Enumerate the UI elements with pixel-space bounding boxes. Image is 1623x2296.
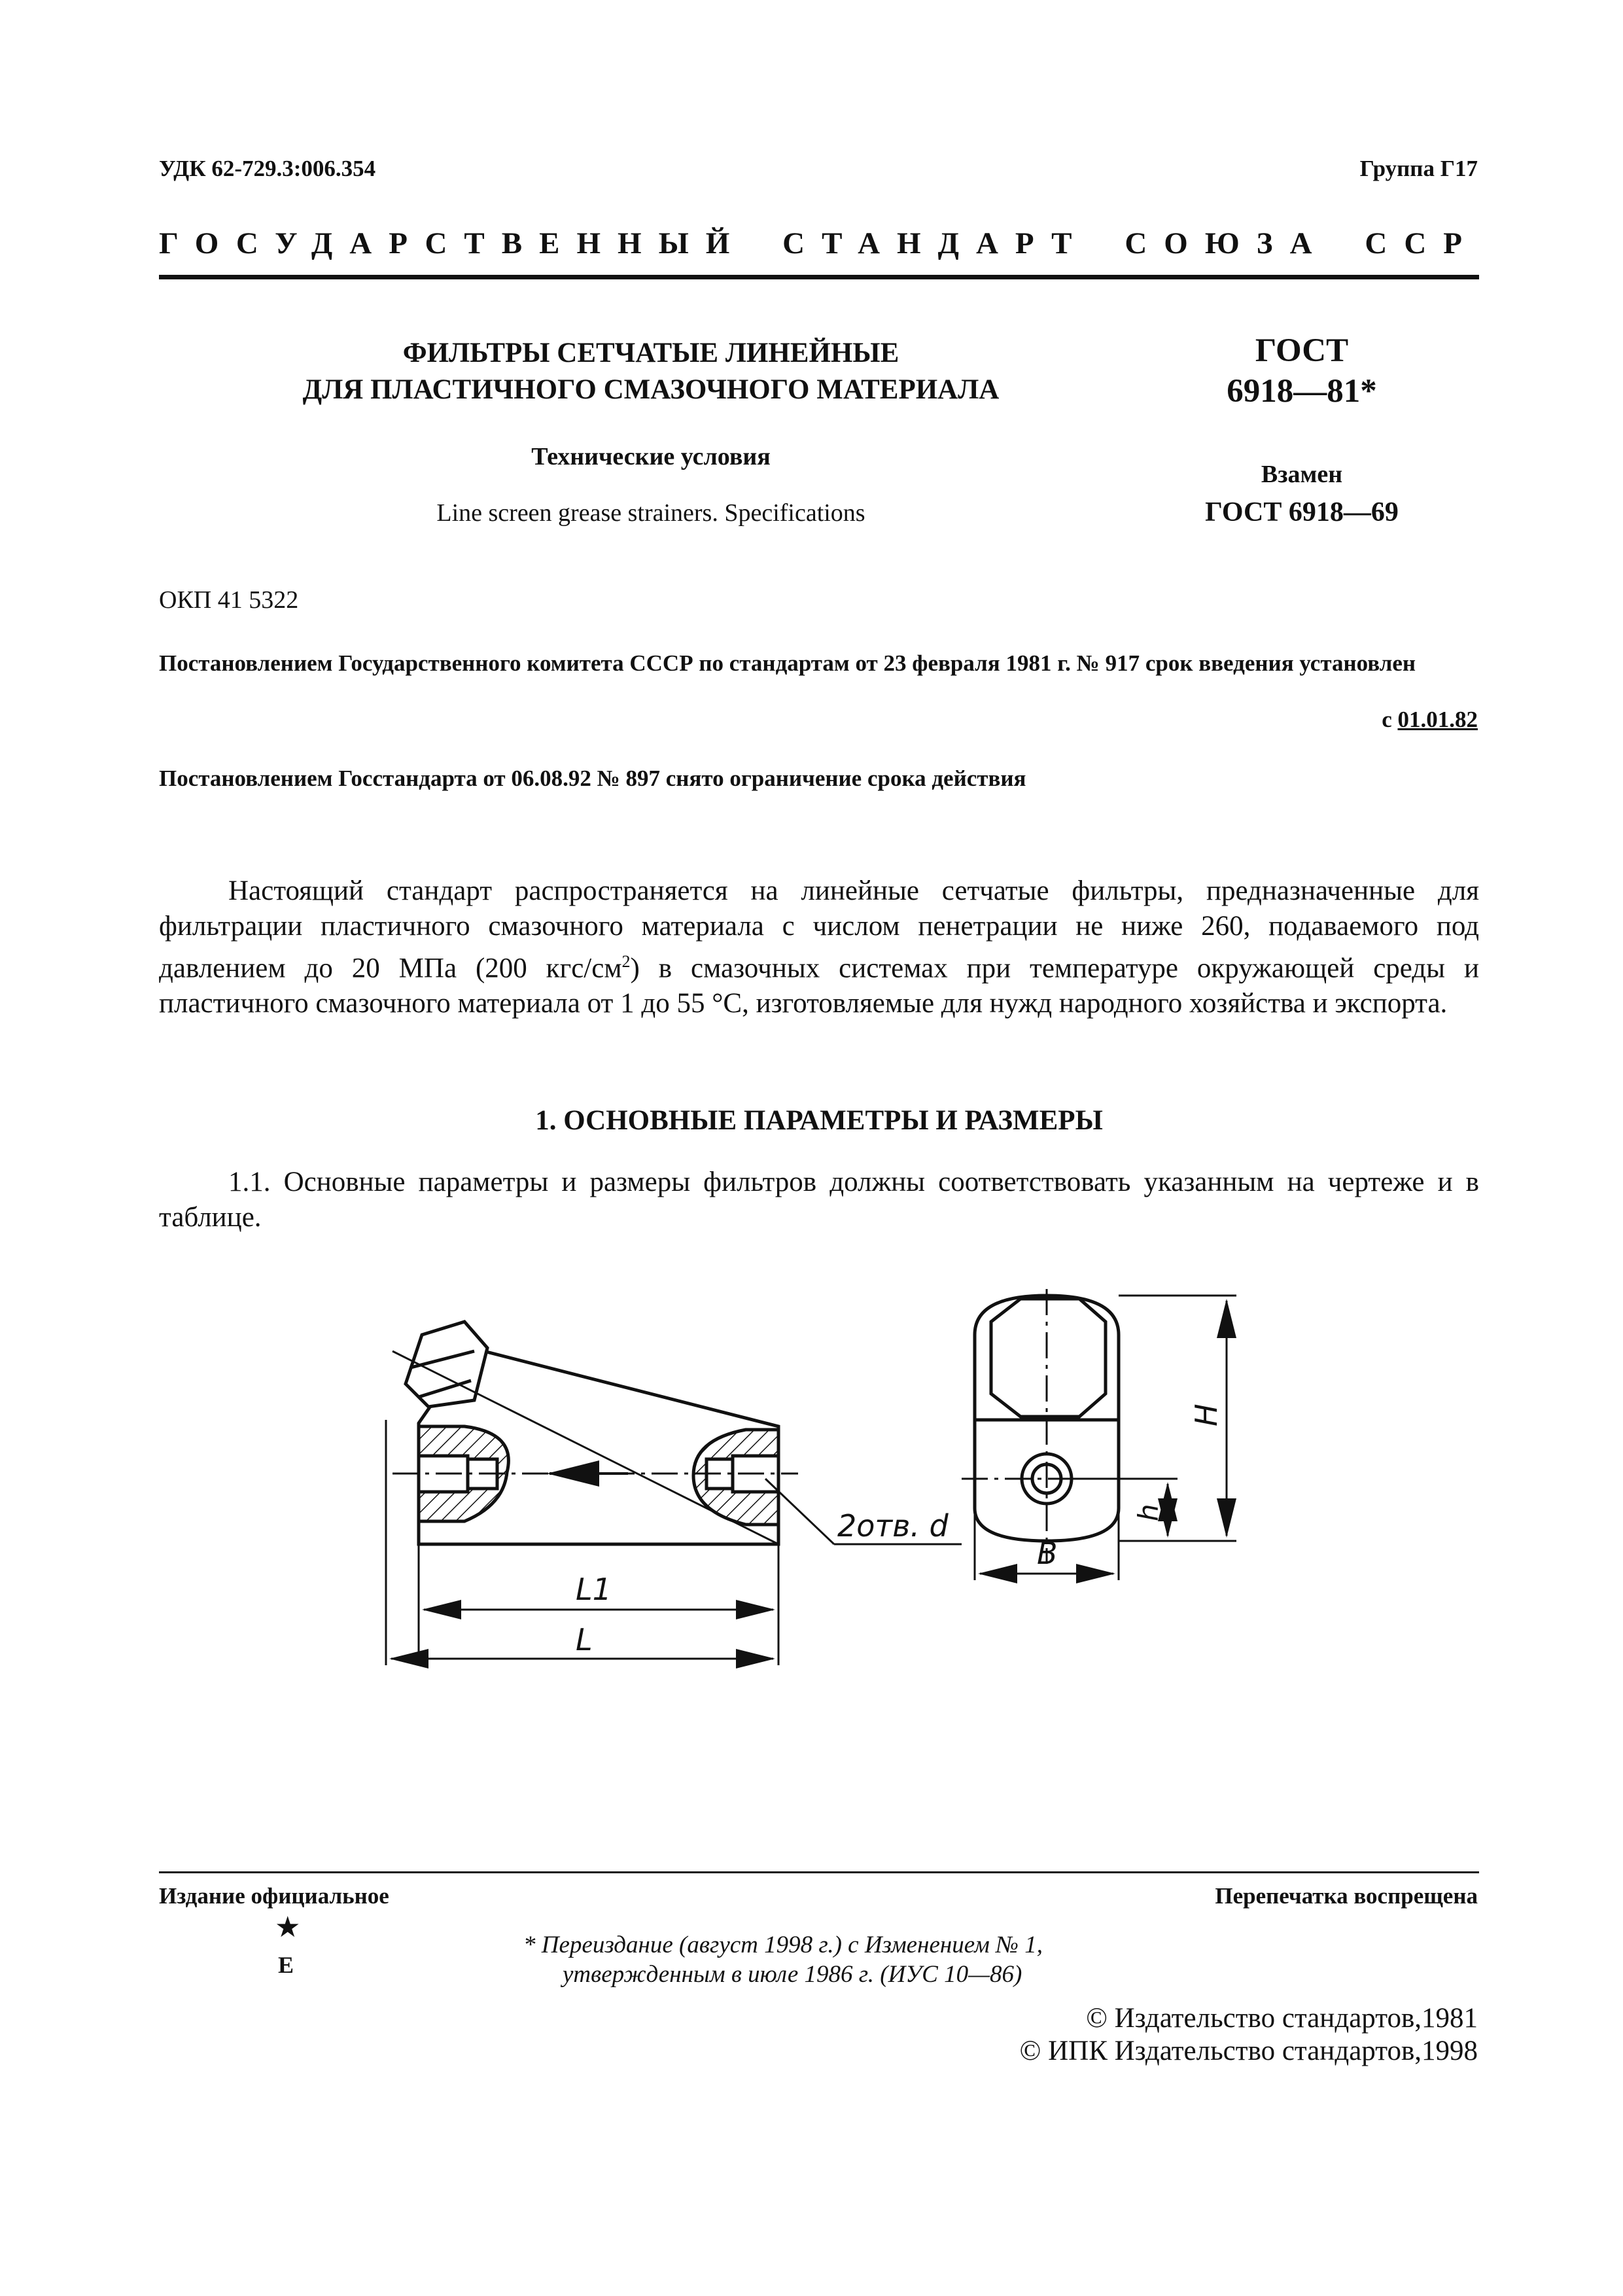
copyright-line: © ИПК Издательство стандартов,1998 [1019, 2036, 1478, 2066]
replaces-label: Взамен [1261, 461, 1343, 488]
replaces-value: ГОСТ 6918—69 [1205, 497, 1399, 527]
clause-paragraph: 1.1. Основные параметры и размеры фильтров должны соответствовать указанным на чертеже и в таблице. [159, 1167, 1479, 1233]
document-title-block [236, 335, 1066, 527]
official-edition-label: Издание официальное [159, 1883, 389, 1909]
state-word: СОЮЗА [1125, 226, 1329, 260]
holes-label: 2отв. d [837, 1508, 949, 1544]
section-heading: 1. ОСНОВНЫЕ ПАРАМЕТРЫ И РАЗМЕРЫ [535, 1105, 1103, 1136]
effective-date-prefix: с [1382, 707, 1392, 732]
intro-paragraph [159, 874, 1479, 1021]
h-label: H [1189, 1404, 1224, 1426]
footer-rule [159, 1871, 1479, 1873]
gost-designation-block [1112, 330, 1492, 528]
filter-side-view [406, 1322, 778, 1544]
group-code: Группа Г17 [1359, 156, 1478, 181]
gost-number: 6918—81* [1227, 373, 1377, 410]
reissue-footnote [523, 1930, 1043, 1989]
decree-restriction-text: Постановлением Госстандарта от 06.08.92 № 897 снято ограничение срока действия [159, 766, 1026, 791]
decree-text: Постановлением Государственного комитета СССР по стандартам от 23 февраля 1981 г. № 917 срок введения установлен [159, 650, 1416, 676]
state-word: ССР [1365, 226, 1479, 260]
filter-drawing [366, 1269, 1308, 1727]
l-label: L [576, 1622, 593, 1657]
subtitle-russian: Технические условия [531, 443, 771, 470]
title-line: ФИЛЬТРЫ СЕТЧАТЫЕ ЛИНЕЙНЫЕ [402, 338, 899, 368]
intro-text: Настоящий стандарт распространяется на линейные сетчатые фильтры, предназначенные для фильтрации пластичного смазочного материала с числом пенетрации не ниже 260, подаваемого под давлением до 20 МПа (200 кгс/см [159, 875, 1479, 984]
effective-date [1382, 707, 1478, 733]
footnote-line: утвержденным в июле 1986 г. (ИУС 10—86) [563, 1961, 1022, 1988]
state-word: СТАНДАРТ [782, 226, 1089, 260]
udc-code: УДК 62-729.3:006.354 [159, 156, 376, 181]
l1-label: L1 [576, 1572, 612, 1607]
star-icon: ★ [275, 1911, 301, 1943]
copyright-line: © Издательство стандартов,1981 [1086, 2003, 1478, 2034]
gost-label: ГОСТ [1255, 332, 1349, 369]
small-h-label: h [1132, 1504, 1164, 1521]
state-word: ГОСУДАРСТВЕННЫЙ [159, 226, 747, 260]
effective-date-value: 01.01.82 [1397, 707, 1478, 732]
intro-text: ) в смазочных системах при температуре окружающей среды и пластичного смазочного материала от 1 до 55 °С, изготовляемые для нужд народного хозяйства и экспорта. [159, 953, 1479, 1019]
footnote-line: * Переиздание (август 1998 г.) с Изменением № 1, [523, 1932, 1043, 1958]
okp-code: ОКП 41 5322 [159, 586, 299, 614]
intro-superscript: 2 [621, 952, 631, 971]
b-label: B [1037, 1536, 1058, 1571]
state-standard-heading [159, 226, 1479, 265]
title-line: ДЛЯ ПЛАСТИЧНОГО СМАЗОЧНОГО МАТЕРИАЛА [302, 374, 1000, 405]
subtitle-english: Line screen grease strainers. Specifications [436, 499, 865, 527]
edition-letter: Е [278, 1952, 294, 1978]
header-rule [159, 275, 1479, 279]
reprint-prohibited-label: Перепечатка воспрещена [1215, 1883, 1478, 1909]
